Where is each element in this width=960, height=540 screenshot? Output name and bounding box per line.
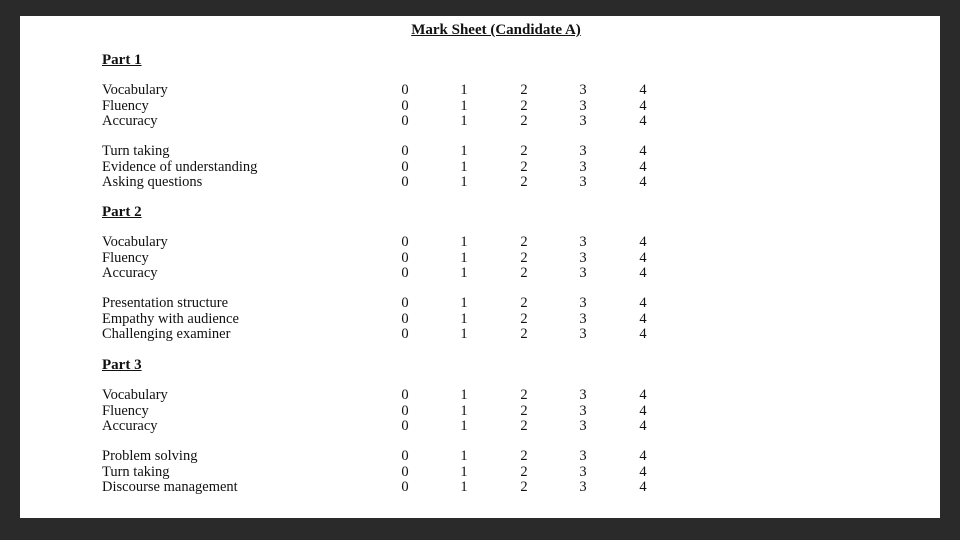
score-option: 2: [520, 143, 528, 159]
score-option: 1: [460, 234, 468, 250]
score-option: 0: [401, 418, 409, 434]
score-option: 2: [520, 402, 528, 419]
score-option: 3: [579, 82, 587, 98]
score-option: 1: [460, 295, 468, 311]
score-option: 2: [520, 174, 528, 190]
criterion-label: Presentation structure: [102, 295, 229, 311]
score-option: 3: [579, 418, 587, 434]
criterion-row: [102, 113, 702, 129]
score-option: 2: [520, 463, 528, 480]
criterion-row: [102, 311, 702, 327]
part-heading: Part 1: [102, 52, 142, 68]
score-option: 4: [639, 158, 647, 175]
score-option: 1: [460, 265, 468, 281]
score-option: 2: [520, 265, 528, 281]
score-option: 1: [460, 113, 468, 129]
score-option: 0: [401, 479, 409, 495]
criterion-row: [102, 265, 702, 281]
criterion-row: [102, 479, 702, 495]
criterion-label: Accuracy: [102, 113, 158, 129]
score-option: 0: [401, 265, 409, 281]
criterion-row: [102, 387, 702, 403]
sheet-title: Mark Sheet (Candidate A): [411, 22, 581, 38]
score-option: 3: [579, 265, 587, 281]
score-option: 4: [639, 310, 647, 327]
score-option: 0: [401, 143, 409, 159]
criterion-row: [102, 159, 702, 175]
criterion-label: Accuracy: [102, 265, 158, 281]
score-option: 1: [460, 402, 468, 419]
criterion-label: Fluency: [102, 97, 149, 114]
criterion-label: Asking questions: [102, 174, 203, 190]
score-option: 3: [579, 387, 587, 403]
score-option: 3: [579, 249, 587, 266]
score-option: 3: [579, 143, 587, 159]
score-option: 0: [401, 174, 409, 190]
score-option: 0: [401, 463, 409, 480]
criterion-label: Vocabulary: [102, 82, 168, 98]
criterion-row: [102, 250, 702, 266]
score-option: 1: [460, 448, 468, 464]
score-option: 3: [579, 326, 587, 342]
score-option: 2: [520, 326, 528, 342]
score-option: 4: [639, 265, 647, 281]
score-option: 2: [520, 387, 528, 403]
score-option: 2: [520, 249, 528, 266]
score-option: 4: [639, 249, 647, 266]
score-option: 3: [579, 479, 587, 495]
criterion-label: Fluency: [102, 249, 149, 266]
score-option: 3: [579, 234, 587, 250]
score-option: 1: [460, 82, 468, 98]
score-option: 2: [520, 479, 528, 495]
score-option: 2: [520, 448, 528, 464]
criterion-row: [102, 464, 702, 480]
score-option: 1: [460, 310, 468, 327]
score-option: 4: [639, 463, 647, 480]
criterion-row: [102, 418, 702, 434]
criterion-row: [102, 403, 702, 419]
criterion-row: [102, 234, 702, 250]
criterion-label: Fluency: [102, 402, 149, 419]
score-option: 2: [520, 295, 528, 311]
score-option: 0: [401, 97, 409, 114]
criterion-row: [102, 82, 702, 98]
score-option: 2: [520, 418, 528, 434]
score-option: 0: [401, 82, 409, 98]
score-option: 4: [639, 234, 647, 250]
criterion-label: Vocabulary: [102, 234, 168, 250]
criterion-label: Turn taking: [102, 143, 170, 159]
criterion-row: [102, 98, 702, 114]
score-option: 1: [460, 249, 468, 266]
score-option: 0: [401, 387, 409, 403]
criterion-label: Accuracy: [102, 418, 158, 434]
score-option: 3: [579, 174, 587, 190]
criterion-row: [102, 295, 702, 311]
criterion-row: [102, 174, 702, 190]
score-option: 4: [639, 82, 647, 98]
score-option: 0: [401, 448, 409, 464]
score-option: 0: [401, 295, 409, 311]
score-option: 3: [579, 310, 587, 327]
score-option: 3: [579, 97, 587, 114]
criterion-row: [102, 448, 702, 464]
score-option: 0: [401, 326, 409, 342]
score-option: 1: [460, 174, 468, 190]
score-option: 2: [520, 234, 528, 250]
score-option: 1: [460, 143, 468, 159]
score-option: 0: [401, 249, 409, 266]
score-option: 1: [460, 418, 468, 434]
score-option: 4: [639, 97, 647, 114]
score-option: 2: [520, 97, 528, 114]
score-option: 4: [639, 448, 647, 464]
score-option: 4: [639, 387, 647, 403]
score-option: 4: [639, 113, 647, 129]
score-option: 0: [401, 234, 409, 250]
score-option: 3: [579, 463, 587, 480]
score-option: 2: [520, 82, 528, 98]
score-option: 3: [579, 295, 587, 311]
score-option: 1: [460, 326, 468, 342]
score-option: 1: [460, 463, 468, 480]
score-option: 3: [579, 448, 587, 464]
score-option: 0: [401, 158, 409, 175]
mark-sheet: [20, 16, 940, 518]
criterion-label: Challenging examiner: [102, 326, 231, 342]
score-option: 0: [401, 310, 409, 327]
score-option: 4: [639, 295, 647, 311]
criterion-label: Discourse management: [102, 479, 238, 495]
score-option: 4: [639, 418, 647, 434]
criterion-label: Evidence of understanding: [102, 158, 258, 175]
criterion-row: [102, 326, 702, 342]
criterion-row: [102, 143, 702, 159]
score-option: 2: [520, 113, 528, 129]
score-option: 0: [401, 402, 409, 419]
score-option: 1: [460, 479, 468, 495]
part-heading: Part 2: [102, 204, 142, 220]
criterion-label: Empathy with audience: [102, 310, 239, 327]
part-heading: Part 3: [102, 357, 142, 373]
score-option: 4: [639, 479, 647, 495]
score-option: 4: [639, 402, 647, 419]
score-option: 4: [639, 143, 647, 159]
criterion-label: Vocabulary: [102, 387, 168, 403]
score-option: 2: [520, 158, 528, 175]
score-option: 1: [460, 158, 468, 175]
score-option: 1: [460, 387, 468, 403]
criterion-label: Turn taking: [102, 463, 170, 480]
score-option: 0: [401, 113, 409, 129]
criterion-label: Problem solving: [102, 448, 198, 464]
score-option: 3: [579, 113, 587, 129]
score-option: 4: [639, 174, 647, 190]
score-option: 2: [520, 310, 528, 327]
score-option: 3: [579, 402, 587, 419]
score-option: 3: [579, 158, 587, 175]
score-option: 1: [460, 97, 468, 114]
score-option: 4: [639, 326, 647, 342]
